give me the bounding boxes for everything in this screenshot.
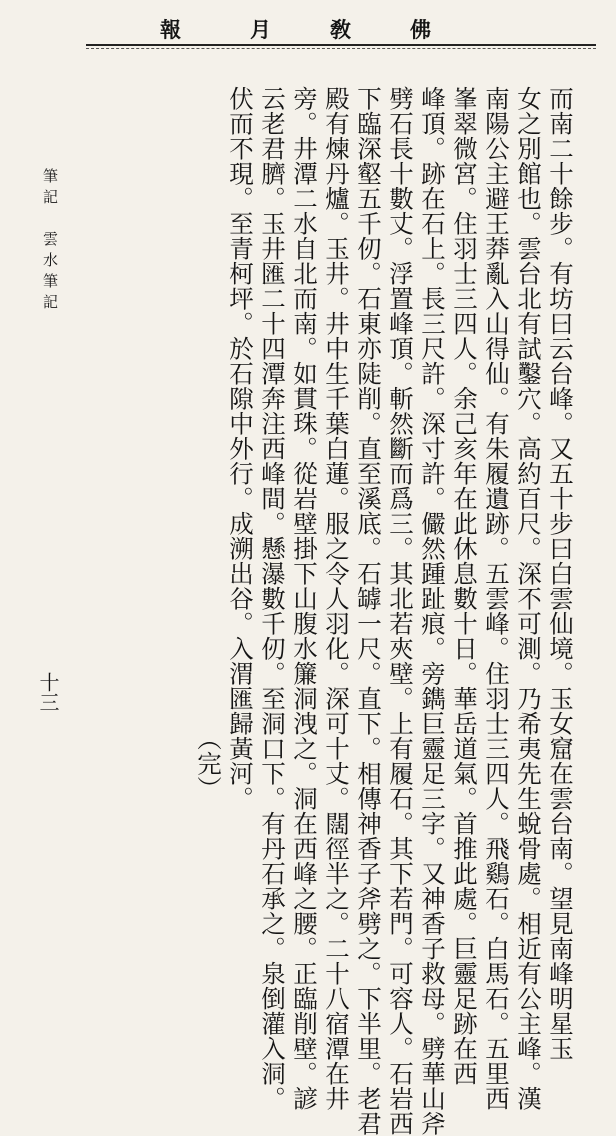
header-char-2: 月 <box>250 17 271 42</box>
end-mark: （完） <box>194 726 223 801</box>
text-column-9: 旁。井潭二水自北而南。如貫珠。從岩壁掛下山腹水簾洞洩之。洞在西峰之腰。正臨削壁。諺 <box>290 86 319 1111</box>
text-column-10: 云老君臍。玉井匯二十四潭奔注西峰間。懸瀑數千仞。至洞口下。有丹石承之。泉倒灌入洞。 <box>258 86 287 1111</box>
running-header <box>120 14 560 44</box>
text-column-3: 南陽公主避王莽亂入山得仙。有朱履遺跡。五雲峰。住羽士三四人。飛鷄石。白馬石。五里西 <box>482 86 511 1111</box>
text-column-7: 下臨深壑五千仞。石東亦陡削。直至溪底。石罅一尺。直下。相傳神香子斧劈之。下半里。老君 <box>354 86 383 1136</box>
header-rule-dashed <box>86 48 596 49</box>
section-title: 筆記 雲水筆記 <box>41 168 59 315</box>
text-column-2: 女之別館也。雲台北有試鑿穴。高約百尺。深不可測。乃希夷先生蛻骨處。相近有公主峰。漢 <box>514 86 543 1111</box>
text-body <box>135 86 575 1136</box>
header-char-1: 報 <box>160 17 181 42</box>
header-char-4: 佛 <box>410 17 431 42</box>
header-rule <box>86 44 596 46</box>
text-column-5: 峰頂。跡在石上。長三尺許。深寸許。儼然踵趾痕。旁鐫巨靈足三字。又神香子救母。劈華山斧 <box>418 86 447 1136</box>
text-column-4: 峯翠微宮。住羽士三四人。余己亥年在此休息數十日。華岳道氣。首推此處。巨靈足跡在西 <box>450 86 479 1086</box>
text-column-8: 殿有煉丹爐。玉井。井中生千葉白蓮。服之令人羽化。深可十丈。闊徑半之。二十八宿潭在井 <box>322 86 351 1111</box>
page-number: 十三 <box>36 672 60 712</box>
text-column-1: 而南二十餘步。有坊曰云台峰。又五十步曰白雲仙境。玉女窟在雲台南。望見南峰明星玉 <box>546 86 575 1061</box>
text-column-11: 伏而不現。至青柯坪。於石隙中外行。成溯出谷。入渭匯歸黃河。 <box>226 86 255 811</box>
text-column-6: 劈石長十數丈。浮置峰頂。斬然斷而爲三。其北若夾壁。上有履石。其下若門。可容人。石岩西 <box>386 86 415 1136</box>
header-char-3: 敎 <box>330 17 351 42</box>
